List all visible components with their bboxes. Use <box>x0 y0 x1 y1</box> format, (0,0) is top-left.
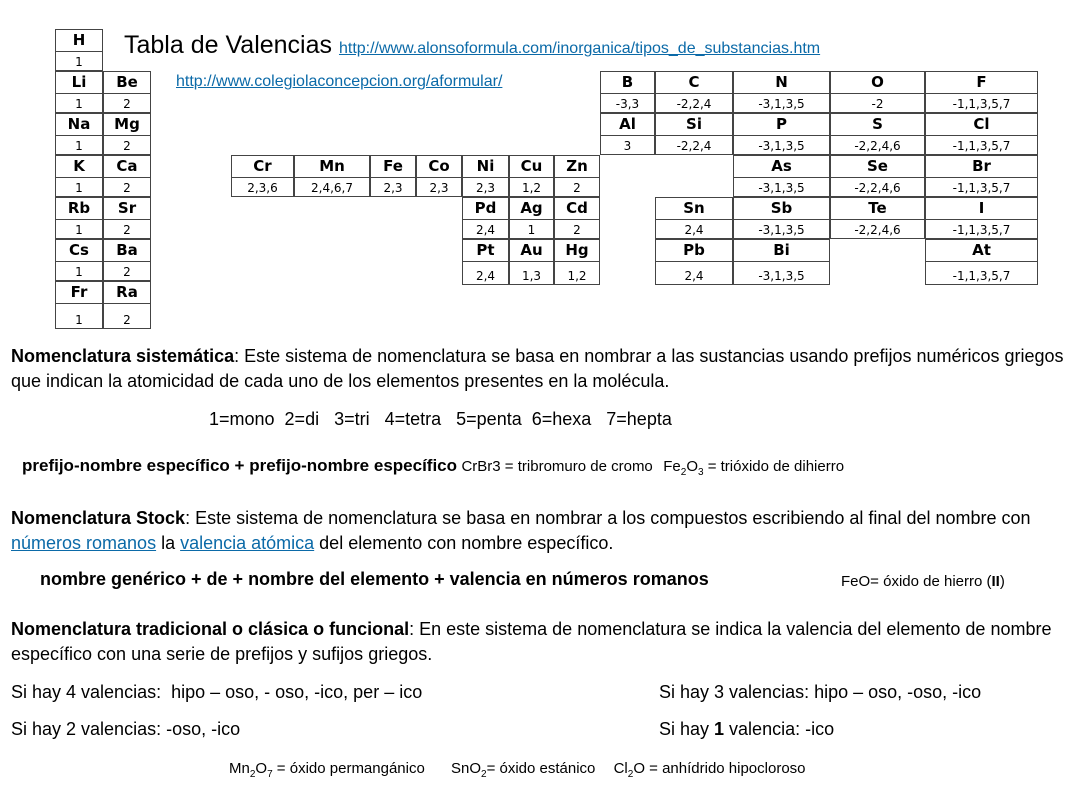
cell-divider <box>510 219 553 220</box>
sistematica-example-1: CrBr3 = tribromuro de cromo <box>461 458 653 475</box>
cell-divider <box>56 177 102 178</box>
element-cell-mn <box>294 155 370 197</box>
element-symbol: Sb <box>770 199 793 217</box>
element-cell-o <box>830 71 925 113</box>
element-symbol: Sn <box>683 199 705 217</box>
element-valences: -2,2,4 <box>676 139 712 153</box>
element-symbol: Pt <box>476 241 495 259</box>
cell-divider <box>56 219 102 220</box>
element-symbol: O <box>871 73 884 91</box>
cell-divider <box>463 261 508 262</box>
page-title <box>124 31 820 60</box>
element-cell-ni <box>462 155 509 197</box>
element-valences: 1,3 <box>521 269 542 283</box>
cell-divider <box>656 93 732 94</box>
element-valences: 1 <box>75 223 83 237</box>
element-cell-ra <box>103 281 151 329</box>
element-symbol: Br <box>972 157 991 175</box>
element-cell-f <box>925 71 1038 113</box>
cell-divider <box>463 219 508 220</box>
element-symbol: N <box>775 73 788 91</box>
element-symbol: Cu <box>520 157 543 175</box>
element-cell-ba <box>103 239 151 281</box>
four-valences: Si hay 4 valencias: hipo – oso, - oso, -ico, per – ico <box>11 682 423 702</box>
element-cell-sr <box>103 197 151 239</box>
cell-divider <box>734 177 829 178</box>
cell-divider <box>734 261 829 262</box>
element-symbol: P <box>776 115 787 133</box>
cell-divider <box>555 177 599 178</box>
colegio-link-wrap <box>176 73 502 91</box>
sistematica-text: : Este sistema de nomenclatura se basa en nombrar a las sustancias usando prefijos numéricos griegos que indican la atomicidad de cada uno de los elementos presentes en la molécula. <box>11 346 1064 391</box>
cell-divider <box>104 177 150 178</box>
cell-divider <box>656 219 732 220</box>
tradicional-paragraph: Nomenclatura tradicional o clásica o funcional: En este sistema de nomenclatura se indica la valencia del elemento de nombre específico con una serie de prefijos y sufijos griegos. <box>11 619 1052 664</box>
element-symbol: Cs <box>69 241 89 259</box>
example-sno2: SnO$_2$= óxido estánico <box>451 760 596 780</box>
element-cell-cd <box>554 197 600 239</box>
cell-divider <box>601 135 654 136</box>
element-valences: 2,3 <box>383 181 403 195</box>
element-valences: 2 <box>123 265 131 279</box>
cell-divider <box>656 135 732 136</box>
element-symbol: H <box>72 31 86 49</box>
element-symbol: I <box>978 199 985 217</box>
element-cell-pb <box>655 239 733 285</box>
element-symbol: Sr <box>117 199 137 217</box>
element-symbol: Cr <box>253 157 272 175</box>
element-cell-be <box>103 71 151 113</box>
element-valences: -3,1,3,5 <box>758 97 805 111</box>
cell-divider <box>831 219 924 220</box>
element-valences: 3 <box>623 139 632 153</box>
element-cell-ag <box>509 197 554 239</box>
stock-rule-line <box>40 569 709 590</box>
element-cell-fe <box>370 155 416 197</box>
example-cl2o: $Cl_2O$ = anhídrido hipocloroso <box>613 760 806 780</box>
element-cell-cr <box>231 155 294 197</box>
alonsoformula-link[interactable]: http://www.alonsoformula.com/inorganica/tipos_de_substancias.htm <box>338 40 821 57</box>
element-symbol: Ni <box>476 157 495 175</box>
sistematica-example-2: $Fe_2O_3$ = trióxido de dihierro <box>663 458 845 478</box>
element-cell-li <box>55 71 103 113</box>
element-cell-se <box>830 155 925 197</box>
cell-divider <box>926 219 1037 220</box>
element-cell-n <box>733 71 830 113</box>
cell-divider <box>232 177 293 178</box>
three-valences: Si hay 3 valencias: hipo – oso, -oso, -ico <box>659 682 982 702</box>
cell-divider <box>510 261 553 262</box>
cell-divider <box>601 93 654 94</box>
element-valences: -1,1,3,5,7 <box>952 181 1011 195</box>
cell-divider <box>555 261 599 262</box>
cell-divider <box>56 51 102 52</box>
element-cell-pt <box>462 239 509 285</box>
cell-divider <box>371 177 415 178</box>
element-symbol: F <box>976 73 987 91</box>
element-symbol: Ra <box>116 283 138 301</box>
cell-divider <box>926 177 1037 178</box>
element-cell-c <box>655 71 733 113</box>
element-symbol: Pd <box>474 199 497 217</box>
element-cell-au <box>509 239 554 285</box>
element-symbol: Fr <box>70 283 88 301</box>
bottom-examples <box>229 760 806 780</box>
element-valences: 2 <box>123 313 131 327</box>
element-cell-k <box>55 155 103 197</box>
element-cell-h <box>55 29 103 71</box>
element-cell-cs <box>55 239 103 281</box>
element-symbol: As <box>771 157 792 175</box>
cell-divider <box>104 303 150 304</box>
element-valences: -1,1,3,5,7 <box>952 139 1011 153</box>
element-symbol: Hg <box>565 241 589 259</box>
element-cell-sn <box>655 197 733 239</box>
element-cell-cu <box>509 155 554 197</box>
colegio-link[interactable]: http://www.colegiolaconcepcion.org/aformular/ <box>176 73 503 90</box>
cell-divider <box>926 93 1037 94</box>
cell-divider <box>734 93 829 94</box>
element-symbol: Pb <box>683 241 705 259</box>
element-cell-bi <box>733 239 830 285</box>
two-valences: Si hay 2 valencias: -oso, -ico <box>11 719 241 739</box>
cell-divider <box>104 219 150 220</box>
element-symbol: Li <box>71 73 87 91</box>
element-valences: -2,2,4,6 <box>854 181 901 195</box>
cell-divider <box>104 261 150 262</box>
element-cell-rb <box>55 197 103 239</box>
cell-divider <box>56 303 102 304</box>
element-symbol: Zn <box>566 157 588 175</box>
element-cell-te <box>830 197 925 239</box>
element-valences: -1,1,3,5,7 <box>952 97 1011 111</box>
element-cell-sb <box>733 197 830 239</box>
stock-example: FeO= óxido de hierro (II) <box>841 573 1005 590</box>
element-valences: 2,3 <box>475 181 496 195</box>
element-symbol: K <box>73 157 85 175</box>
element-valences: -3,3 <box>615 97 640 111</box>
stock-rule: nombre genérico + de + nombre del elemento + valencia en números romanos <box>40 569 709 589</box>
cell-divider <box>831 135 924 136</box>
element-cell-as <box>733 155 830 197</box>
element-valences: 2 <box>123 223 131 237</box>
element-symbol: Te <box>868 199 887 217</box>
element-cell-br <box>925 155 1038 197</box>
one-valence: Si hay 1 valencia: -ico <box>659 719 835 739</box>
element-valences: 1 <box>75 181 83 195</box>
element-valences: -1,1,3,5,7 <box>952 269 1011 283</box>
cell-divider <box>463 177 508 178</box>
cell-divider <box>104 135 150 136</box>
element-valences: 1 <box>75 265 83 279</box>
element-symbol: Co <box>428 157 450 175</box>
element-valences: -2 <box>871 97 884 111</box>
element-cell-mg <box>103 113 151 155</box>
element-valences: 2 <box>123 97 131 111</box>
cell-divider <box>104 93 150 94</box>
element-symbol: Si <box>686 115 702 133</box>
element-valences: 1 <box>527 223 536 237</box>
element-valences: 2,4 <box>475 269 496 283</box>
cell-divider <box>56 135 102 136</box>
cell-divider <box>734 135 829 136</box>
element-valences: 2 <box>123 139 131 153</box>
element-cell-zn <box>554 155 600 197</box>
element-valences: -3,1,3,5 <box>758 223 805 237</box>
element-symbol: Rb <box>67 199 91 217</box>
element-valences: 1,2 <box>521 181 542 195</box>
element-cell-al <box>600 113 655 155</box>
element-valences: -3,1,3,5 <box>758 139 805 153</box>
element-symbol: Au <box>520 241 543 259</box>
element-cell-cl <box>925 113 1038 155</box>
element-valences: 1 <box>75 139 83 153</box>
element-cell-hg <box>554 239 600 285</box>
element-valences: -2,2,4 <box>676 97 712 111</box>
element-symbol: S <box>872 115 883 133</box>
stock-paragraph: Nomenclatura Stock: Este sistema de nomenclatura se basa en nombrar a los compuestos escribiendo al final del nombre con números romanos la valencia atómica del elemento con nombre específico. <box>11 508 1031 553</box>
element-symbol: Se <box>867 157 888 175</box>
sistematica-paragraph <box>11 344 1073 394</box>
element-valences: -2,2,4,6 <box>854 223 901 237</box>
element-valences: 2 <box>123 181 131 195</box>
element-symbol: At <box>972 241 991 259</box>
element-valences: 1 <box>75 313 83 327</box>
cell-divider <box>831 177 924 178</box>
element-symbol: Ca <box>116 157 138 175</box>
numeros-romanos-link[interactable]: números romanos <box>11 533 157 553</box>
element-valences: 1,2 <box>567 269 587 283</box>
element-valences: 2,4,6,7 <box>311 181 353 195</box>
element-valences: 1 <box>75 97 83 111</box>
element-symbol: Be <box>116 73 138 91</box>
element-symbol: Mg <box>114 115 140 133</box>
valencia-atomica-link[interactable]: valencia atómica <box>180 533 315 553</box>
element-cell-co <box>416 155 462 197</box>
element-symbol: Ag <box>520 199 543 217</box>
sistematica-rule-line <box>22 456 844 478</box>
example-mn2o7: $Mn_2O_7$ = óxido permangánico <box>229 760 425 780</box>
element-cell-fr <box>55 281 103 329</box>
stock-heading: Nomenclatura Stock <box>11 508 186 528</box>
element-valences: 2,4 <box>684 223 704 237</box>
cell-divider <box>417 177 461 178</box>
element-symbol: Ba <box>116 241 138 259</box>
cell-divider <box>56 93 102 94</box>
element-valences: 2 <box>573 181 581 195</box>
element-cell-pd <box>462 197 509 239</box>
element-valences: -3,1,3,5 <box>758 269 805 283</box>
cell-divider <box>555 219 599 220</box>
cell-divider <box>831 93 924 94</box>
element-cell-si <box>655 113 733 155</box>
element-valences: -1,1,3,5,7 <box>952 223 1011 237</box>
element-valences: -2,2,4,6 <box>854 139 901 153</box>
element-symbol: Na <box>67 115 91 133</box>
sistematica-heading: Nomenclatura sistemática <box>11 346 235 366</box>
sistematica-rule: prefijo-nombre específico + prefijo-nombre específico <box>22 456 458 475</box>
element-valences: 2,3 <box>429 181 449 195</box>
element-cell-at <box>925 239 1038 285</box>
element-symbol: B <box>621 73 634 91</box>
cell-divider <box>926 261 1037 262</box>
element-valences: -3,1,3,5 <box>758 181 805 195</box>
element-symbol: Al <box>619 115 636 133</box>
element-valences: 1 <box>75 55 83 69</box>
element-valences: 2,4 <box>475 223 496 237</box>
element-symbol: Cd <box>566 199 588 217</box>
element-cell-b <box>600 71 655 113</box>
element-symbol: Fe <box>383 157 403 175</box>
title-text: Tabla de Valencias <box>124 31 333 59</box>
element-cell-s <box>830 113 925 155</box>
element-valences: 2,4 <box>684 269 704 283</box>
tradicional-heading: Nomenclatura tradicional o clásica o funcional <box>11 619 410 639</box>
element-cell-p <box>733 113 830 155</box>
cell-divider <box>926 135 1037 136</box>
element-symbol: Mn <box>319 157 345 175</box>
element-cell-ca <box>103 155 151 197</box>
element-valences: 2 <box>573 223 581 237</box>
element-symbol: C <box>688 73 700 91</box>
element-valences: 2,3,6 <box>247 181 278 195</box>
cell-divider <box>295 177 369 178</box>
element-symbol: Cl <box>973 115 990 133</box>
element-cell-i <box>925 197 1038 239</box>
cell-divider <box>656 261 732 262</box>
cell-divider <box>56 261 102 262</box>
greek-prefixes: 1=mono 2=di 3=tri 4=tetra 5=penta 6=hexa 7=hepta <box>209 409 672 429</box>
cell-divider <box>734 219 829 220</box>
cell-divider <box>510 177 553 178</box>
element-cell-na <box>55 113 103 155</box>
element-symbol: Bi <box>773 241 790 259</box>
